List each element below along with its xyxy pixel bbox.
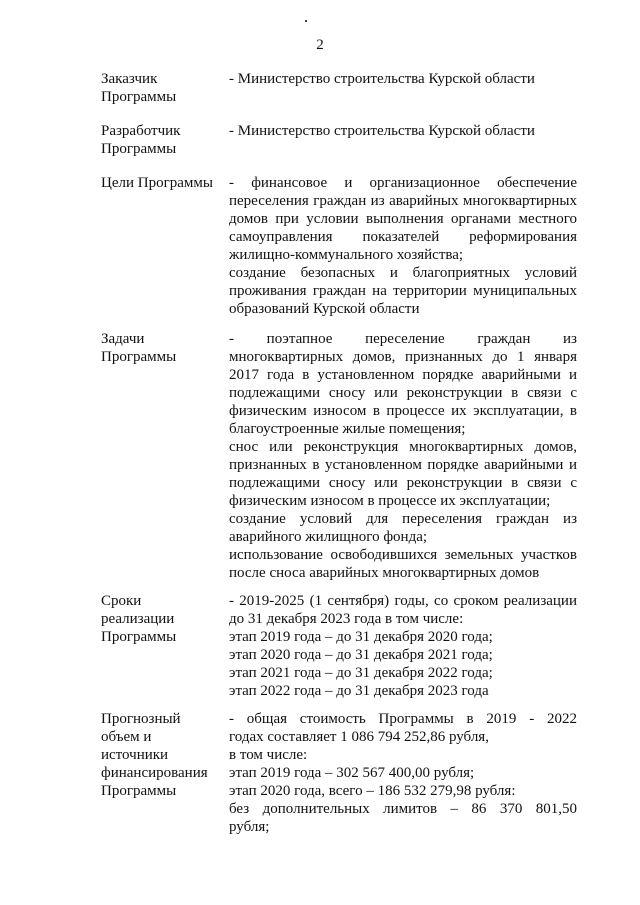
value-line: самоуправления показателей реформирования (229, 229, 577, 245)
value-line: в том числе: (229, 747, 308, 763)
value-line: рубля; (229, 819, 270, 835)
section-label-line: Программы (101, 349, 177, 365)
scan-speck (305, 20, 307, 22)
section-label (101, 330, 221, 366)
section-value (229, 710, 577, 836)
section-value (229, 70, 577, 88)
value-line: подлежащими сносу или реконструкции в связи с (229, 385, 577, 401)
section-label (101, 710, 221, 800)
value-line: переселения граждан из аварийных многоквартирных (229, 193, 577, 209)
value-line: 2017 года в установленном порядке аварийными и (229, 367, 577, 383)
section-label-line: Программы (101, 141, 177, 157)
value-line: подлежащими сносу или реконструкции в связи с (229, 475, 577, 491)
value-line: этап 2020 года – до 31 декабря 2021 года; (229, 647, 493, 663)
value-line: аварийного жилищного фонда; (229, 529, 428, 545)
section-value (229, 330, 577, 582)
section-label (101, 70, 221, 106)
value-line: домов при условии выполнения органами местного (229, 211, 577, 227)
value-line: этап 2021 года – до 31 декабря 2022 года; (229, 665, 493, 681)
value-line: - поэтапное переселение граждан из (229, 331, 577, 347)
value-line: жилищно-коммунального хозяйства; (229, 247, 464, 263)
section-label-line: Задачи (101, 331, 145, 347)
value-line: благоустроенные жилые помещения; (229, 421, 466, 437)
value-line: признанных в установленном порядке аварийными и (229, 457, 577, 473)
value-line: годах составляет 1 086 794 252,86 рубля, (229, 729, 489, 745)
value-line: многоквартирных домов, признанных до 1 января (229, 349, 577, 365)
section-label-line: Разработчик (101, 123, 181, 139)
value-line: физическим износом в процессе их эксплуатации, в (229, 403, 577, 419)
section-value (229, 592, 577, 700)
value-line: - Министерство строительства Курской области (229, 123, 535, 139)
page-number: 2 (316, 37, 324, 53)
section-label-line: финансирования (101, 765, 208, 781)
value-line: снос или реконструкция многоквартирных домов, (229, 439, 577, 455)
section-label-line: Прогнозный (101, 711, 181, 727)
value-line: образований Курской области (229, 301, 420, 317)
section-label-line: объем и (101, 729, 152, 745)
section-label-line: Сроки (101, 593, 142, 609)
section-label-line: Программы (101, 783, 177, 799)
value-line: создание условий для переселения граждан из (229, 511, 577, 527)
section-label-line: Цели Программы (101, 175, 213, 191)
section-label (101, 592, 221, 646)
value-line: - общая стоимость Программы в 2019 - 2022 (229, 711, 577, 727)
section-value (229, 174, 577, 318)
value-line: без дополнительных лимитов – 86 370 801,50 (229, 801, 577, 817)
value-line: до 31 декабря 2023 года в том числе: (229, 611, 464, 627)
value-line: проживания граждан на территории муниципальных (229, 283, 577, 299)
value-line: этап 2019 года – 302 567 400,00 рубля; (229, 765, 475, 781)
section-value (229, 122, 577, 140)
value-line: этап 2022 года – до 31 декабря 2023 года (229, 683, 489, 699)
section-label-line: Заказчик (101, 71, 158, 87)
section-label-line: Программы (101, 89, 177, 105)
value-line: использование освободившихся земельных участков (229, 547, 577, 563)
value-line: физическим износом в процессе их эксплуатации; (229, 493, 551, 509)
value-line: этап 2020 года, всего – 186 532 279,98 рубля: (229, 783, 516, 799)
value-line: этап 2019 года – до 31 декабря 2020 года; (229, 629, 493, 645)
value-line: - финансовое и организационное обеспечение (229, 175, 577, 191)
section-label (101, 174, 221, 192)
section-label-line: Программы (101, 629, 177, 645)
value-line: создание безопасных и благоприятных условий (229, 265, 577, 281)
value-line: после сноса аварийных многоквартирных домов (229, 565, 540, 581)
value-line: - 2019-2025 (1 сентября) годы, со сроком реализации (229, 593, 577, 609)
value-line: - Министерство строительства Курской области (229, 71, 535, 87)
section-label (101, 122, 221, 158)
section-label-line: реализации (101, 611, 175, 627)
section-label-line: источники (101, 747, 169, 763)
